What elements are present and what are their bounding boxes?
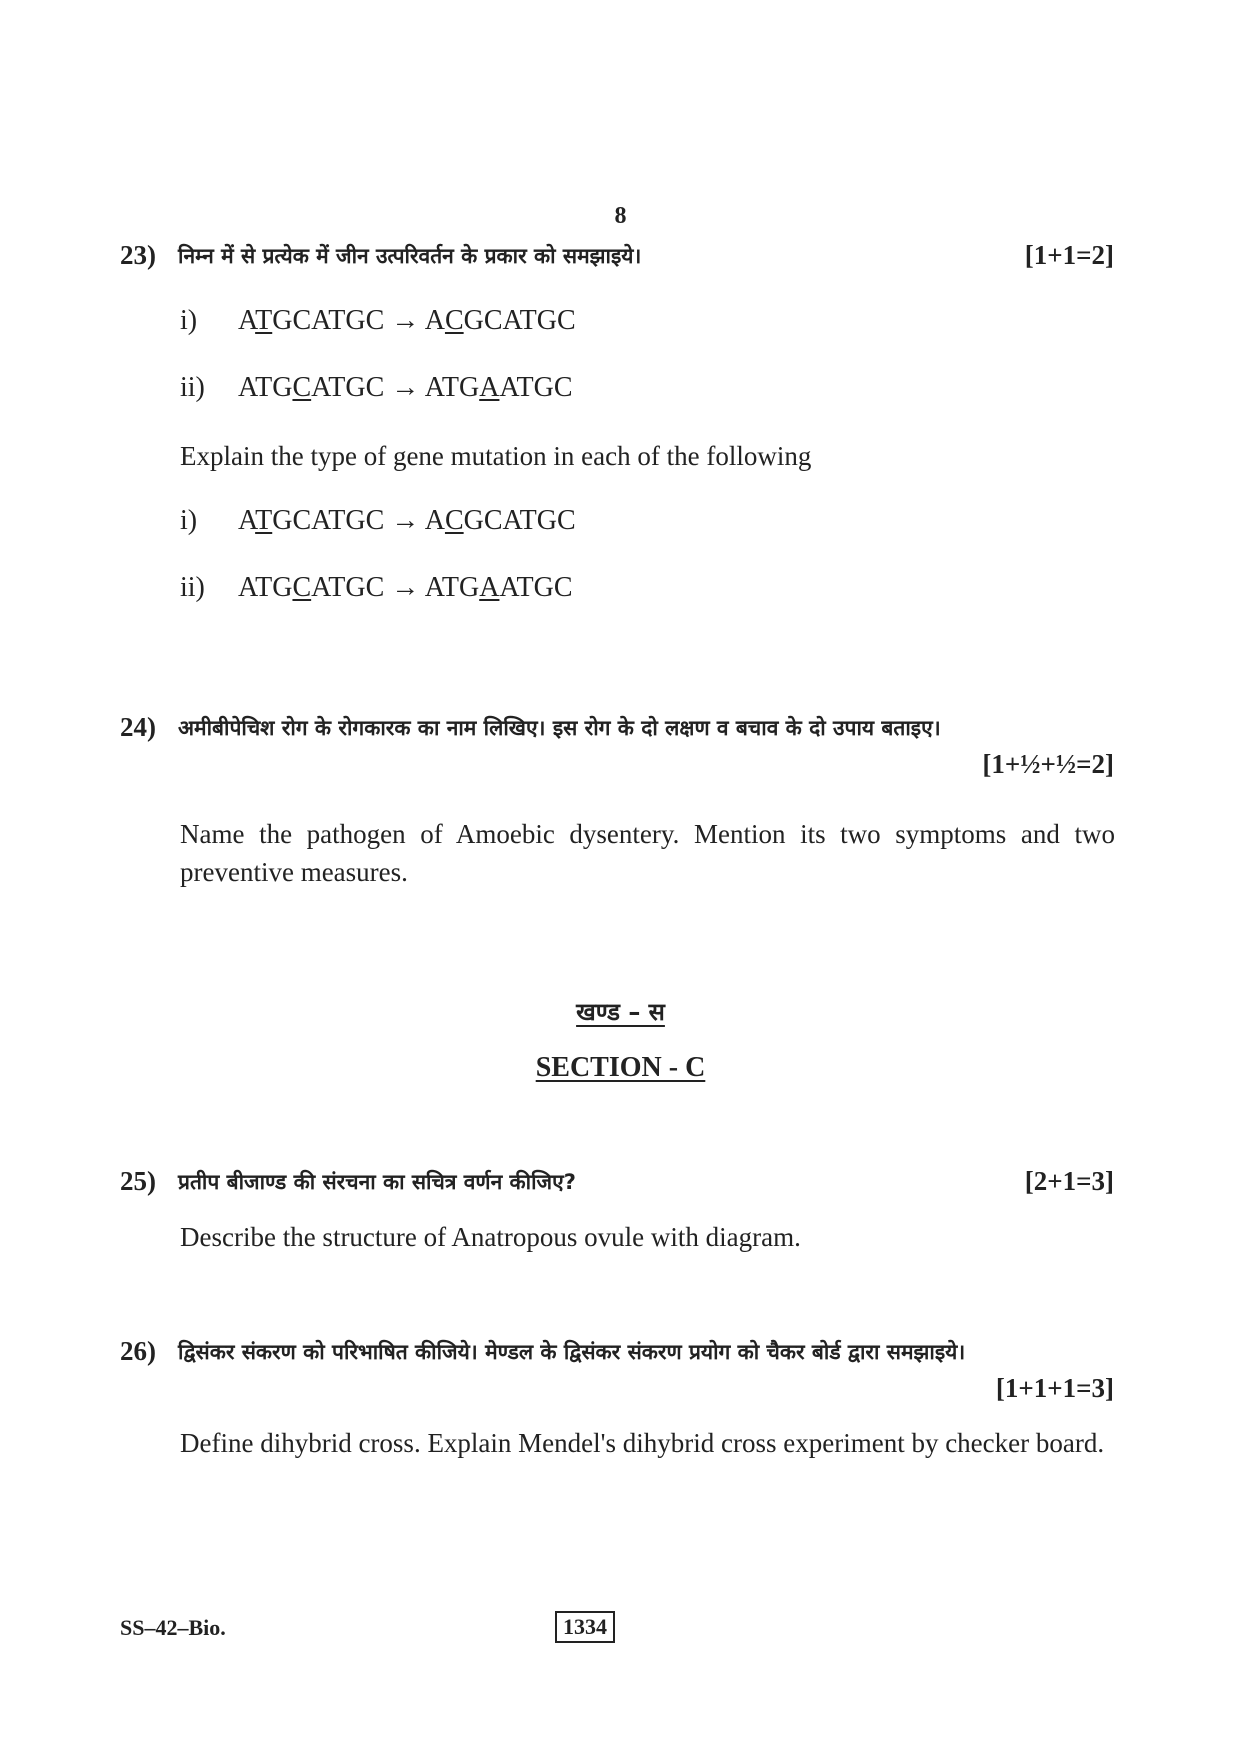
q23-english-item-2: ii) ATGCATGC → ATGAATGC	[180, 572, 573, 603]
footer-page-box: 1334	[555, 1611, 615, 1643]
q23-hindi-item-2: ii) ATGCATGC → ATGAATGC	[180, 372, 573, 403]
q26-english-text: Define dihybrid cross. Explain Mendel's dihybrid cross experiment by checker board.	[180, 1428, 1105, 1458]
q26-number: 26)	[120, 1336, 156, 1366]
q23-english-item-1: i) ATGCATGC → ACGCATGC	[180, 505, 576, 536]
q24-marks: [1+½+½=2]	[982, 749, 1114, 779]
q23-hindi-text: निम्न में से प्रत्येक में जीन उत्परिवर्तन के प्रकार को समझाइये।	[178, 244, 642, 268]
section-title-hindi: खण्ड – स	[576, 998, 665, 1026]
q25-marks: [2+1=3]	[1024, 1166, 1114, 1196]
arrow-icon: →	[391, 572, 420, 603]
q26-hindi-text: द्विसंकर संकरण को परिभाषित कीजिये। मेण्डल के द्विसंकर संकरण प्रयोग को चैकर बोर्ड द्वारा समझाइये।	[178, 1340, 966, 1364]
q25-english-text: Describe the structure of Anatropous ovule with diagram.	[180, 1222, 801, 1252]
q23-number: 23)	[120, 240, 156, 270]
arrow-icon: →	[391, 505, 420, 536]
q25-hindi-text: प्रतीप बीजाण्ड की संरचना का सचित्र वर्णन कीजिए?	[178, 1170, 576, 1194]
arrow-icon: →	[391, 305, 420, 336]
page-number: 8	[614, 203, 627, 229]
q24-hindi-text: अमीबीपेचिश रोग के रोगकारक का नाम लिखिए। इस रोग के दो लक्षण व बचाव के दो उपाय बताइए।	[178, 716, 941, 740]
q23-english-text: Explain the type of gene mutation in each of the following	[180, 441, 812, 471]
arrow-icon: →	[391, 372, 420, 403]
q23-hindi-item-1: i) ATGCATGC → ACGCATGC	[180, 305, 576, 336]
q24-english-text: Name the pathogen of Amoebic dysentery. Mention its two symptoms and two preventive measures.	[180, 819, 1115, 887]
q24-number: 24)	[120, 712, 156, 742]
q23-marks: [1+1=2]	[1024, 240, 1114, 270]
q25-number: 25)	[120, 1166, 156, 1196]
section-title-english: SECTION - C	[535, 1052, 706, 1083]
footer-code: SS–42–Bio.	[120, 1615, 226, 1640]
q26-marks: [1+1+1=3]	[995, 1373, 1114, 1403]
